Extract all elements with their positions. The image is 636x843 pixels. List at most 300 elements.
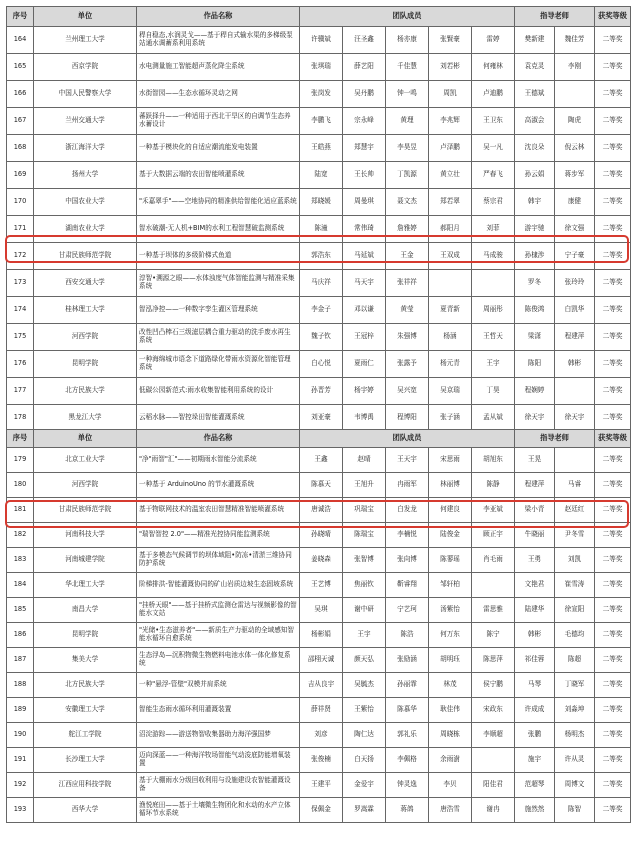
cell-member: 陈潼 — [300, 216, 343, 243]
cell-member: 何万东 — [429, 623, 472, 648]
cell-member: 丁凯源 — [386, 162, 429, 189]
cell-member: 许骥斌 — [300, 27, 343, 54]
cell-member: 吴毓杰 — [343, 673, 386, 698]
table-row — [7, 748, 631, 773]
cell-advisor: 施然然 — [515, 798, 555, 823]
cell-prize: 二等奖 — [595, 216, 631, 243]
cell-project: 一种海绵城市语念下道路绿化带雨水资源化智能管理系统 — [137, 351, 300, 378]
cell-advisor: 刘淼坤 — [555, 698, 595, 723]
cell-advisor: 李刚 — [555, 54, 595, 81]
cell-member: 孟从斌 — [472, 405, 515, 432]
cell-unit: 中国农业大学 — [34, 189, 137, 216]
cell-no: 177 — [7, 378, 34, 405]
cell-project: 基于物联网技术的温室农田智慧精准智能喷灌系统 — [137, 498, 300, 523]
table-body-1 — [7, 27, 631, 432]
cell-project: 低碳公园新范式:雨水收集智能利用系统的设计 — [137, 378, 300, 405]
cell-project: 一种基于 ArduinoUno 的节水灌溉系统 — [137, 473, 300, 498]
cell-prize: 二等奖 — [595, 523, 631, 548]
cell-member: 王卫东 — [472, 108, 515, 135]
cell-unit: 黑龙江大学 — [34, 405, 137, 432]
cell-project: 水电测量施工智能超声蒸化降尘系统 — [137, 54, 300, 81]
cell-no: 174 — [7, 297, 34, 324]
cell-member — [472, 748, 515, 773]
table-row — [7, 405, 631, 432]
cell-member: 卢泽鹏 — [429, 135, 472, 162]
cell-unit: 甘肃民族师范学院 — [34, 498, 137, 523]
cell-advisor: 倪云林 — [555, 135, 595, 162]
header-team: 团队成员 — [300, 430, 515, 448]
cell-unit: 昆明学院 — [34, 623, 137, 648]
cell-prize: 二等奖 — [595, 81, 631, 108]
cell-member: 张子涵 — [429, 405, 472, 432]
cell-member: 谢中研 — [343, 598, 386, 623]
cell-advisor — [555, 448, 595, 473]
cell-project: 淳智•溯源之眼——水体浊度气体智能监测与精准采集系统 — [137, 270, 300, 297]
cell-member: 王皓燕 — [300, 135, 343, 162]
cell-project: 一种"悬浮-管壁"双模并肩系统 — [137, 673, 300, 698]
table-row — [7, 798, 631, 823]
cell-member: 朱强博 — [386, 324, 429, 351]
cell-member: 常伟琦 — [343, 216, 386, 243]
cell-advisor: 徐天宇 — [555, 405, 595, 432]
cell-member: 黄理 — [386, 108, 429, 135]
cell-member: 罗嵩霖 — [343, 798, 386, 823]
header-team: 团队成员 — [300, 7, 515, 27]
cell-advisor: 梁小青 — [515, 498, 555, 523]
cell-advisor: 康健 — [555, 189, 595, 216]
table-body-2 — [7, 448, 631, 823]
cell-member: 李佩格 — [386, 748, 429, 773]
cell-member: 刘彦 — [300, 723, 343, 748]
cell-project: 阶梯排洪-智能灌溉协同的矿山岩质边坡生态固坡系统 — [137, 573, 300, 598]
cell-member: 杨亦康 — [386, 27, 429, 54]
cell-prize: 二等奖 — [595, 723, 631, 748]
cell-member: 张岗发 — [300, 81, 343, 108]
cell-unit: 舵江工学院 — [34, 723, 137, 748]
cell-project: 一种基于坝体的多级阶梯式鱼道 — [137, 243, 300, 270]
cell-member: 张励涵 — [386, 648, 429, 673]
cell-member: 蔡宗君 — [472, 189, 515, 216]
cell-project: 智泓净控——一种数字孪生灌区管理系统 — [137, 297, 300, 324]
cell-member: 陈静 — [472, 473, 515, 498]
table-row — [7, 324, 631, 351]
cell-member: 郑若翠 — [429, 189, 472, 216]
cell-member: 宋政东 — [472, 698, 515, 723]
cell-member: 赵晴 — [343, 448, 386, 473]
cell-advisor: 杨明杰 — [555, 723, 595, 748]
cell-advisor: 程娴婷 — [515, 378, 555, 405]
cell-member — [472, 270, 515, 297]
cell-member: 颜天弘 — [343, 648, 386, 673]
cell-member: 黄立壮 — [429, 162, 472, 189]
cell-advisor: 刘凯 — [555, 548, 595, 573]
cell-prize: 二等奖 — [595, 54, 631, 81]
award-table-1 — [6, 6, 631, 432]
cell-member: 唐浩雪 — [429, 798, 472, 823]
cell-member: 刘若彬 — [429, 54, 472, 81]
cell-member: 刘菲 — [472, 216, 515, 243]
table-row — [7, 108, 631, 135]
cell-prize: 二等奖 — [595, 243, 631, 270]
cell-advisor: 魏佳芳 — [555, 27, 595, 54]
cell-member: 王宇 — [472, 351, 515, 378]
cell-member: 吴兴宽 — [386, 378, 429, 405]
cell-member: 郑晓媛 — [300, 189, 343, 216]
cell-advisor: 陶虎 — [555, 108, 595, 135]
cell-unit: 西京学院 — [34, 54, 137, 81]
table-row — [7, 378, 631, 405]
header-advisor: 指导老师 — [515, 7, 595, 27]
cell-member: 张賢豪 — [429, 27, 472, 54]
cell-unit: 扬州大学 — [34, 162, 137, 189]
table-row — [7, 648, 631, 673]
cell-advisor: 沈良朵 — [515, 135, 555, 162]
cell-prize: 二等奖 — [595, 598, 631, 623]
cell-prize: 二等奖 — [595, 135, 631, 162]
cell-advisor: 许成成 — [515, 698, 555, 723]
cell-advisor: 陈智 — [555, 798, 595, 823]
cell-member: 夏青新 — [429, 297, 472, 324]
header-prize: 获奖等级 — [595, 7, 631, 27]
cell-project: "净"雨智"汇"——初期雨水智能分流系统 — [137, 448, 300, 473]
cell-unit: 西华大学 — [34, 798, 137, 823]
cell-member: 张琪瑞 — [300, 54, 343, 81]
cell-no: 170 — [7, 189, 34, 216]
cell-advisor: 高淑会 — [515, 108, 555, 135]
cell-project: "瑞智智控 2.0"——精准光控协同能监测系统 — [137, 523, 300, 548]
cell-member: 吉从良宇 — [300, 673, 343, 698]
cell-advisor: 王德斌 — [515, 81, 555, 108]
header-no: 序号 — [7, 7, 34, 27]
header-project: 作品名称 — [137, 7, 300, 27]
cell-member: 郭浩东 — [300, 243, 343, 270]
cell-advisor: 尹冬雪 — [555, 523, 595, 548]
cell-no: 173 — [7, 270, 34, 297]
cell-no: 164 — [7, 27, 34, 54]
cell-advisor: 马琴 — [515, 673, 555, 698]
cell-member: 杨涵 — [429, 324, 472, 351]
cell-advisor: 程建萍 — [555, 324, 595, 351]
cell-member: 何雍林 — [472, 54, 515, 81]
table-row — [7, 27, 631, 54]
cell-unit: 南昌大学 — [34, 598, 137, 623]
cell-unit: 桂林理工大学 — [34, 297, 137, 324]
cell-member: 王艺博 — [300, 573, 343, 598]
cell-member: 白发龙 — [386, 498, 429, 523]
cell-advisor: 张鹏 — [515, 723, 555, 748]
cell-advisor: 毛德均 — [555, 623, 595, 648]
cell-member: 孙丽霏 — [386, 673, 429, 698]
cell-member: 郑慧宇 — [343, 135, 386, 162]
header-project: 作品名称 — [137, 430, 300, 448]
cell-member: 李金子 — [300, 297, 343, 324]
table-row — [7, 297, 631, 324]
cell-prize: 二等奖 — [595, 270, 631, 297]
cell-project: 基于多模态气候调节的坝体域阻•防冻•清淤三维协同防护系统 — [137, 548, 300, 573]
cell-no: 182 — [7, 523, 34, 548]
cell-prize: 二等奖 — [595, 297, 631, 324]
cell-unit: 安徽理工大学 — [34, 698, 137, 723]
cell-member: 金爱宇 — [343, 773, 386, 798]
cell-advisor — [555, 81, 595, 108]
cell-member: 程博阳 — [386, 405, 429, 432]
cell-advisor: 牛晓丽 — [515, 523, 555, 548]
cell-unit: 中国人民警察大学 — [34, 81, 137, 108]
cell-advisor: 樊新建 — [515, 27, 555, 54]
cell-member: 卢迪鹏 — [472, 81, 515, 108]
cell-advisor: 范超琴 — [515, 773, 555, 798]
cell-member: 白心悦 — [300, 351, 343, 378]
cell-unit: 河西学院 — [34, 473, 137, 498]
cell-member: 陈慕华 — [386, 698, 429, 723]
cell-member: 雷婷 — [472, 27, 515, 54]
cell-advisor — [555, 378, 595, 405]
cell-advisor: 陈阳 — [515, 351, 555, 378]
table-row — [7, 351, 631, 378]
cell-prize: 二等奖 — [595, 773, 631, 798]
cell-member: 周凯 — [429, 81, 472, 108]
cell-no: 191 — [7, 748, 34, 773]
cell-member: 宁艺珂 — [386, 598, 429, 623]
table-row — [7, 573, 631, 598]
cell-unit: 长沙理工大学 — [34, 748, 137, 773]
cell-advisor: 韩宇 — [515, 189, 555, 216]
cell-member: 李贝 — [429, 773, 472, 798]
cell-member: 周晓栋 — [429, 723, 472, 748]
table-row — [7, 162, 631, 189]
cell-member: 钟灵逸 — [386, 773, 429, 798]
cell-member: 李楠悦 — [386, 523, 429, 548]
cell-project: 水街智园——生态水循环灵动之网 — [137, 81, 300, 108]
cell-no: 165 — [7, 54, 34, 81]
cell-member: 詹雅婷 — [386, 216, 429, 243]
cell-advisor: 白凯华 — [555, 297, 595, 324]
cell-member: 李顺超 — [472, 723, 515, 748]
cell-member: 冉雨军 — [386, 473, 429, 498]
cell-unit: 河南科技大学 — [34, 523, 137, 548]
header-advisor: 指导老师 — [515, 430, 595, 448]
cell-member: 王哲天 — [472, 324, 515, 351]
cell-member — [429, 270, 472, 297]
cell-member: 王建平 — [300, 773, 343, 798]
cell-prize: 二等奖 — [595, 448, 631, 473]
cell-member: 林丽博 — [429, 473, 472, 498]
cell-unit: 湖南农业大学 — [34, 216, 137, 243]
cell-member: 杨宇婷 — [343, 378, 386, 405]
cell-member: 张祥祥 — [386, 270, 429, 297]
cell-member: 汪圣鑫 — [343, 27, 386, 54]
cell-prize: 二等奖 — [595, 648, 631, 673]
cell-advisor: 孙云娟 — [515, 162, 555, 189]
cell-prize: 二等奖 — [595, 673, 631, 698]
cell-member: 侯宁鹏 — [472, 673, 515, 698]
cell-unit: 北方民族大学 — [34, 378, 137, 405]
cell-member: 林茂 — [429, 673, 472, 698]
cell-advisor: 陈俊鸿 — [515, 297, 555, 324]
table-row — [7, 773, 631, 798]
cell-member: 陈蓼瑶 — [429, 548, 472, 573]
cell-member: 周丽彤 — [472, 297, 515, 324]
table-header-row — [7, 430, 631, 448]
cell-member: 唐诚浩 — [300, 498, 343, 523]
cell-no: 185 — [7, 598, 34, 623]
cell-member: 李兆辉 — [429, 108, 472, 135]
cell-unit: 北方民族大学 — [34, 673, 137, 698]
table-row — [7, 54, 631, 81]
cell-prize: 二等奖 — [595, 108, 631, 135]
cell-member: 陈瑞宝 — [343, 523, 386, 548]
cell-member: 王天宇 — [386, 448, 429, 473]
cell-member: 王金 — [386, 243, 429, 270]
cell-member: 邓以谦 — [343, 297, 386, 324]
cell-member: 马延斌 — [343, 243, 386, 270]
cell-no: 171 — [7, 216, 34, 243]
cell-prize: 二等奖 — [595, 189, 631, 216]
cell-member: 王旭升 — [343, 473, 386, 498]
cell-advisor: 陆建华 — [515, 598, 555, 623]
table-row — [7, 723, 631, 748]
cell-unit: 兰州理工大学 — [34, 27, 137, 54]
cell-no: 180 — [7, 473, 34, 498]
cell-prize: 二等奖 — [595, 573, 631, 598]
cell-unit: 北京工业大学 — [34, 448, 137, 473]
cell-no: 190 — [7, 723, 34, 748]
award-table-2 — [6, 429, 631, 823]
cell-member: 夏雨仁 — [343, 351, 386, 378]
cell-project: 智水破潮-无人机+BIM的水利工程智慧破监测系统 — [137, 216, 300, 243]
cell-prize: 二等奖 — [595, 623, 631, 648]
cell-advisor: 崔雪涛 — [555, 573, 595, 598]
table-row — [7, 243, 631, 270]
cell-project: 蕃跃择升——一种适用于西北干旱区的自调节生态养水蓄设计 — [137, 108, 300, 135]
cell-prize: 二等奖 — [595, 324, 631, 351]
cell-member: 杨彬娟 — [300, 623, 343, 648]
cell-advisor: 祁佳蓉 — [515, 648, 555, 673]
cell-advisor: 程建萍 — [515, 473, 555, 498]
cell-advisor: 孙棣渉 — [515, 243, 555, 270]
cell-member: 保佩金 — [300, 798, 343, 823]
cell-member: 陈思萍 — [472, 648, 515, 673]
table-row — [7, 81, 631, 108]
cell-member: 阳佳君 — [472, 773, 515, 798]
cell-project: 云稻水脉——智控垛田智能灌溉系统 — [137, 405, 300, 432]
cell-member: 肖毛雨 — [472, 548, 515, 573]
cell-project: "禾嘉翠手"——空地协同的精准供给智能化适应蓝系统 — [137, 189, 300, 216]
cell-member: 薛艺阳 — [343, 54, 386, 81]
cell-prize: 二等奖 — [595, 378, 631, 405]
table-row — [7, 623, 631, 648]
cell-project: 渔悦庭田——基于土壤微生物团化和水动的水产立体循环节水系统 — [137, 798, 300, 823]
cell-member: 孙晓晴 — [300, 523, 343, 548]
cell-unit: 兰州交通大学 — [34, 108, 137, 135]
cell-no: 169 — [7, 162, 34, 189]
cell-member: 陈宁 — [472, 623, 515, 648]
cell-no: 183 — [7, 548, 34, 573]
table-row — [7, 698, 631, 723]
cell-member: 何建良 — [429, 498, 472, 523]
cell-member: 耿佳伟 — [429, 698, 472, 723]
cell-member: 宗永峰 — [343, 108, 386, 135]
cell-project: 智能生态雨水循环利用灌溉装置 — [137, 698, 300, 723]
cell-no: 193 — [7, 798, 34, 823]
table-row — [7, 548, 631, 573]
cell-member: 刘亚豪 — [300, 405, 343, 432]
cell-no: 178 — [7, 405, 34, 432]
cell-member: 陆俊金 — [429, 523, 472, 548]
cell-prize: 二等奖 — [595, 748, 631, 773]
table-row — [7, 473, 631, 498]
cell-advisor: 袁克灵 — [515, 54, 555, 81]
cell-unit: 昆明学院 — [34, 351, 137, 378]
table-row — [7, 673, 631, 698]
cell-no: 186 — [7, 623, 34, 648]
header-unit: 单位 — [34, 7, 137, 27]
cell-member: 胡旭东 — [472, 448, 515, 473]
cell-member: 焦丽钦 — [343, 573, 386, 598]
table-row — [7, 598, 631, 623]
cell-member: 王鑫 — [300, 448, 343, 473]
cell-unit: 甘肃民族师范学院 — [34, 243, 137, 270]
cell-prize: 二等奖 — [595, 162, 631, 189]
cell-member: 吴琪 — [300, 598, 343, 623]
cell-member: 黄莹 — [386, 297, 429, 324]
cell-member: 陆宽 — [300, 162, 343, 189]
cell-member: 薛祥贤 — [300, 698, 343, 723]
cell-no: 166 — [7, 81, 34, 108]
cell-member: 王双成 — [429, 243, 472, 270]
header-no: 序号 — [7, 430, 34, 448]
cell-member: 陈浩 — [386, 623, 429, 648]
cell-member: 张俊楠 — [300, 748, 343, 773]
cell-advisor: 施宇 — [515, 748, 555, 773]
cell-advisor: 马睿 — [555, 473, 595, 498]
cell-member: 李昊昱 — [386, 135, 429, 162]
cell-member: 严春飞 — [472, 162, 515, 189]
cell-member: 马成骏 — [472, 243, 515, 270]
cell-unit: 浙江海洋大学 — [34, 135, 137, 162]
cell-project: "光储•生态滋养者"——新质生产力驱动的全域感知智能水循环自愈系统 — [137, 623, 300, 648]
cell-member: 余雨澍 — [429, 748, 472, 773]
cell-unit: 集美大学 — [34, 648, 137, 673]
cell-member: 张露予 — [386, 351, 429, 378]
cell-unit: 西安交通大学 — [34, 270, 137, 297]
cell-member: 谢冉 — [472, 798, 515, 823]
cell-member: 李亚斌 — [472, 498, 515, 523]
cell-member: 周曼琪 — [343, 189, 386, 216]
cell-prize: 二等奖 — [595, 698, 631, 723]
cell-member: 蒋鸽 — [386, 798, 429, 823]
cell-member: 吴丹鹏 — [343, 81, 386, 108]
header-unit: 单位 — [34, 430, 137, 448]
cell-advisor: 罗冬 — [515, 270, 555, 297]
cell-advisor: 韩彬 — [555, 351, 595, 378]
cell-member: 顾正宇 — [472, 523, 515, 548]
cell-prize: 二等奖 — [595, 27, 631, 54]
cell-member: 雷思雅 — [472, 598, 515, 623]
cell-member: 聂文杰 — [386, 189, 429, 216]
cell-project: 基于大棚雨水分级回收利用与设施建设农智能灌溉设备 — [137, 773, 300, 798]
cell-advisor: 游宇驰 — [515, 216, 555, 243]
cell-unit: 河南城建学院 — [34, 548, 137, 573]
cell-no: 172 — [7, 243, 34, 270]
table-row — [7, 270, 631, 297]
cell-member: 王宇 — [343, 623, 386, 648]
cell-member: 钟一鸣 — [386, 81, 429, 108]
cell-member: 靳睿翔 — [386, 573, 429, 598]
cell-advisor: 蒋步军 — [555, 162, 595, 189]
cell-advisor: 陈超 — [555, 648, 595, 673]
cell-advisor: 许从灵 — [555, 748, 595, 773]
